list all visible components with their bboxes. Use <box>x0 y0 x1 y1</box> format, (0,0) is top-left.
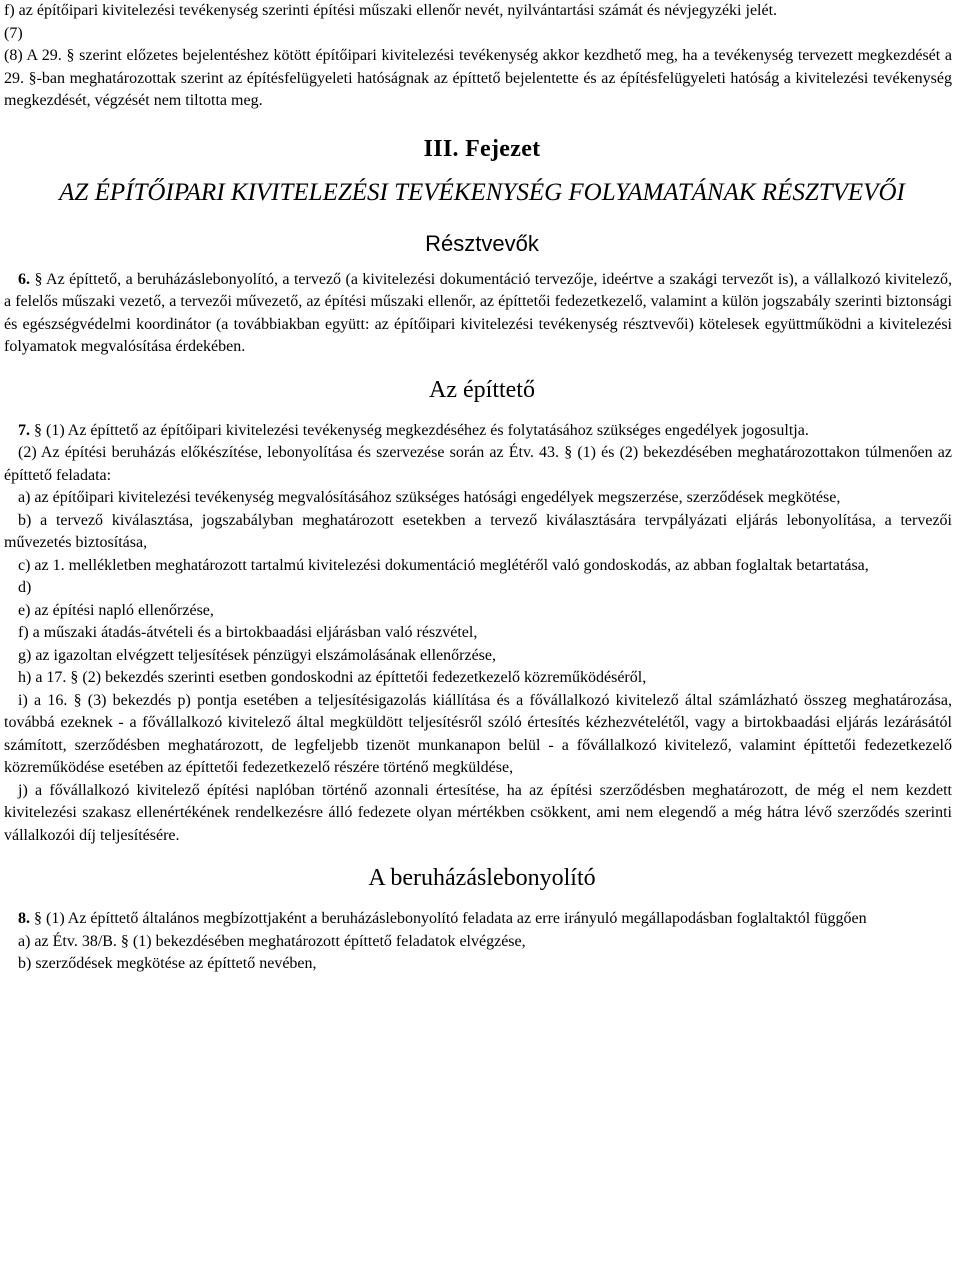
list-item-g <box>4 645 952 668</box>
list-item-i <box>4 690 952 780</box>
list-item-a-text: a) az építőipari kivitelezési tevékenység megvalósításához szükséges hatósági engedélyek megszerzése, szerződések megkötése, <box>18 489 841 506</box>
list-item-g-text: g) az igazoltan elvégzett teljesítések pénzügyi elszámolásának ellenőrzése, <box>18 646 496 664</box>
chapter-number: III. Fejezet <box>423 135 541 162</box>
list-item-8a-text: a) az Étv. 38/B. § (1) bekezdésében meghatározott építtető feladatok elvégzése, <box>18 932 526 950</box>
list-item-8b-text: b) szerződések megkötése az építtető nevében, <box>18 955 317 972</box>
paragraph-8-1 <box>4 908 952 931</box>
list-item-a <box>4 487 952 510</box>
paragraph-8-1-text: § (1) Az építtető általános megbízottjaként a beruházáslebonyolító feladata az erre irányuló megállapodásban foglaltaktól függően <box>34 910 867 927</box>
section-heading-epitteto: Az építtető <box>429 376 535 403</box>
list-item-f-text: f) a műszaki átadás-átvételi és a birtokbaadási eljárásban való részvétel, <box>18 624 478 641</box>
paragraph-8: (8) A 29. § szerint előzetes bejelentéshez kötött építőipari kivitelezési tevékenység akkor kezdhető meg, ha a tevékenység tervezett megkezdését a 29. §-ban meghatározottak szerint az építésfelügyeleti hatóságnak az építtető bejelentette és az építésfelügyeleti hatóság a kivitelezési tevékenység megkezdését, végzését nem tiltotta meg. <box>4 47 952 109</box>
paragraph-7-1-text: § (1) Az építtető az építőipari kivitelezési tevékenység megkezdéséhez és folytatásához szükséges engedélyek jogosultja. <box>34 421 809 439</box>
list-item-c <box>4 555 952 578</box>
list-item-h <box>4 667 952 690</box>
list-item-b <box>4 510 952 555</box>
section-number-6: 6. <box>18 270 30 288</box>
list-item-8a <box>4 931 952 954</box>
list-item-d <box>4 577 952 600</box>
paragraph-7-2-text: (2) Az építési beruházás előkészítése, lebonyolítása és szervezése során az Étv. 43. § (1) és (2) bekezdésében meghatározottakon túlmenően az építtető feladata: <box>4 444 952 484</box>
paragraph-7-1 <box>4 420 952 443</box>
paragraph-f-continuation: f) az építőipari kivitelezési tevékenység szerinti építési műszaki ellenőr nevét, nyilvántartási számát és névjegyzéki jelét. <box>4 2 778 19</box>
section-heading-beruhazaslebonyolito: A beruházáslebonyolító <box>368 865 596 891</box>
list-item-b-text: b) a tervező kiválasztása, jogszabályban meghatározott esetekben a tervező kiválasztására tervpályázati eljárás lebonyolítása, a tervezői művezetés biztosítása, <box>4 511 952 551</box>
list-item-j-text: j) a fővállalkozó kivitelező építési naplóban történő azonnali értesítése, ha az építési szerződésben meghatározott, de még el nem kezdett kivitelezési szakasz ellenértékének rendelkezésre álló fedezete olyan mértékben csökkent, ami nem elegendő a még hátra lévő szerződés szerinti vállalkozói díj teljesítésére. <box>4 781 952 844</box>
paragraph-6-text: § Az építtető, a beruházáslebonyolító, a tervező (a kivitelezési dokumentáció tervezője, ideértve a szakági tervezőt is), a vállalkozó kivitelező, a felelős műszaki vezető, a tervezői művezető, az építési műszaki ellenőr, az építtetői fedezetkezelő, valamint a külön jogszabály szerinti biztonsági és egészségvédelmi koordinátor (a továbbiakban együtt: az építőipari kivitelezési tevékenység résztvevői) kötelesek együttműködni a kivitelezési folyamatok megvalósítása érdekében. <box>4 270 952 355</box>
list-item-8b <box>4 953 952 976</box>
paragraph-7-2 <box>4 442 952 487</box>
list-item-j <box>4 780 952 848</box>
paragraph-6 <box>4 269 952 359</box>
section-number-7: 7. <box>18 421 30 439</box>
section-heading-resztvevok: Résztvevők <box>425 230 539 256</box>
list-item-f <box>4 622 952 645</box>
list-item-h-text: h) a 17. § (2) bekezdés szerinti esetben gondoskodni az építtetői fedezetkezelő közreműködéséről, <box>18 669 647 686</box>
paragraph-7: (7) <box>4 24 23 42</box>
list-item-d-text: d) <box>18 579 32 596</box>
list-item-i-text: i) a 16. § (3) bekezdés p) pontja esetében a teljesítésigazolás kiállítása és a fővállalkozó kivitelező által számlázható összeg meghatározása, továbbá ezeknek - a fővállalkozó kivitelező által megküldött teljesítésről szóló értesítés kézhezvételétől, vagy a birtokbaadási eljárás lezárásától számított, szerződésben meghatározott, de legfeljebb tizenöt munkanapon belül - a fővállalkozó kivitelező, valamint építtetői fedezetkezelő közreműködése esetében az építtetői fedezetkezelő részére történő megküldése, <box>4 691 952 776</box>
section-number-8: 8. <box>18 910 30 927</box>
chapter-title: AZ ÉPÍTŐIPARI KIVITELEZÉSI TEVÉKENYSÉG FOLYAMATÁNAK RÉSZTVEVŐI <box>59 178 905 206</box>
list-item-e <box>4 600 952 623</box>
list-item-e-text: e) az építési napló ellenőrzése, <box>18 601 214 619</box>
list-item-c-text: c) az 1. mellékletben meghatározott tartalmú kivitelezési dokumentáció meglétéről való gondoskodás, az abban foglaltak betartatása, <box>18 556 869 574</box>
